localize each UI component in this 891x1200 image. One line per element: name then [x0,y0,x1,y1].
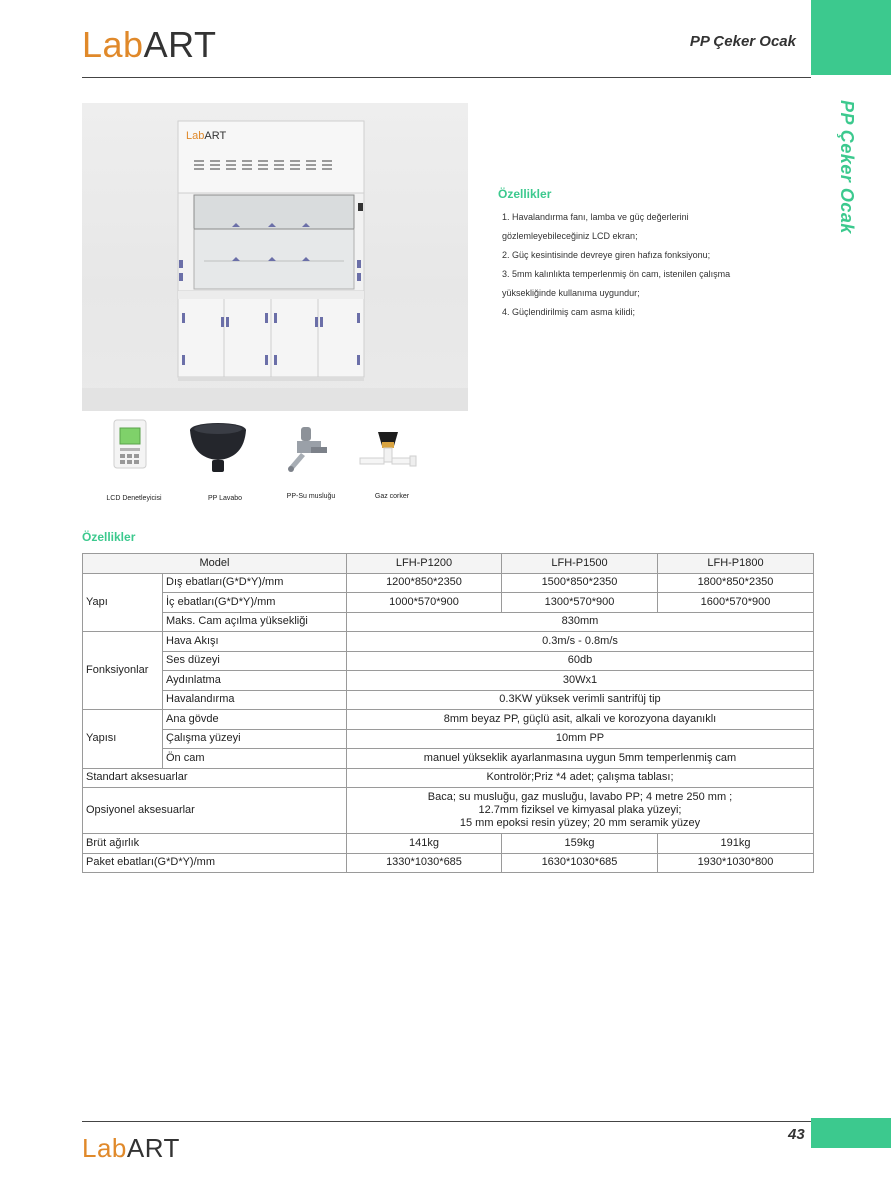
cell: 830mm [347,612,814,632]
footer-logo [82,1133,180,1164]
row-label: Brüt ağırlık [83,834,347,854]
cell [347,788,814,834]
cell: 0.3KW yüksek verimli santrifüj tip [347,690,814,710]
cell: 10mm PP [347,729,814,749]
table-header-row [83,554,814,574]
cell-line: Baca; su musluğu, gaz musluğu, lavabo PP; 4 metre 250 mm ; [427,791,733,803]
feature-line: 4. Güçlendirilmiş cam asma kilidi; [502,307,636,317]
sink-icon [188,420,278,480]
header-model-3: LFH-P1800 [658,554,814,574]
header-divider [82,77,811,78]
table-row [83,710,814,730]
cell: 0.3m/s - 0.8m/s [347,632,814,652]
feature-line: 1. Havalandırma fanı, lamba ve güç değerlerini [502,212,689,222]
fume-hood-illustration [82,103,468,411]
table-row [83,671,814,691]
header-model-2: LFH-P1500 [502,554,658,574]
corner-accent-top [811,0,891,75]
row-label: Dış ebatları(G*D*Y)/mm [163,573,347,593]
cell: 8mm beyaz PP, güçlü asit, alkali ve korozyona dayanıklı [347,710,814,730]
row-label: Ön cam [163,749,347,769]
logo-lab-text: Lab [82,1133,127,1163]
cell: 141kg [347,834,502,854]
row-label: Opsiyonel aksesuarlar [83,788,347,834]
cell: 191kg [658,834,814,854]
cell: Kontrolör;Priz *4 adet; çalışma tablası; [347,768,814,788]
row-label: Aydınlatma [163,671,347,691]
side-title: PP Çeker Ocak [837,100,857,234]
header-model-1: LFH-P1200 [347,554,502,574]
cell: manuel yükseklik ayarlanmasına uygun 5mm temperlenmiş cam [347,749,814,769]
row-label: Standart aksesuarlar [83,768,347,788]
row-label: Maks. Cam açılma yüksekliği [163,612,347,632]
accessory-label: PP-Su musluğu [286,493,336,500]
page-number: 43 [788,1126,805,1143]
table-row [83,612,814,632]
group-fonksiyonlar: Fonksiyonlar [83,632,163,710]
cell: 159kg [502,834,658,854]
row-label: Havalandırma [163,690,347,710]
cell: 1200*850*2350 [347,573,502,593]
table-row [83,573,814,593]
logo-lab-text: Lab [82,24,144,65]
table-row [83,749,814,769]
table-row [83,632,814,652]
cell: 1800*850*2350 [658,573,814,593]
brand-logo [82,24,216,66]
row-label: Hava Akışı [163,632,347,652]
header-model: Model [83,554,347,574]
cell: 1000*570*900 [347,593,502,613]
footer-divider [82,1121,811,1122]
cell: 1330*1030*685 [347,853,502,873]
cell: 1500*850*2350 [502,573,658,593]
corner-accent-bottom [811,1118,891,1148]
table-row [83,690,814,710]
gas-cock-icon [356,428,446,488]
table-row [83,853,814,873]
fume-hood-photo [82,103,468,411]
cell: 1600*570*900 [658,593,814,613]
accessory-label: Gaz corker [374,493,410,500]
feature-line: yüksekliğinde kullanıma uygundur; [502,288,640,298]
header-title: PP Çeker Ocak [689,33,796,50]
cell: 1630*1030*685 [502,853,658,873]
svg-text:LabART: LabART [186,130,227,142]
group-yapisi: Yapısı [83,710,163,769]
table-row [83,834,814,854]
spec-heading: Özellikler [82,530,136,544]
cell-line: 12.7mm fiziksel ve kimyasal plaka yüzeyi; [478,804,682,816]
spec-table [82,553,814,873]
row-label: Çalışma yüzeyi [163,729,347,749]
feature-line: 2. Güç kesintisinde devreye giren hafıza fonksiyonu; [502,250,711,260]
logo-art-text: ART [143,24,217,65]
cell: 60db [347,651,814,671]
features-block [498,187,798,322]
group-yapi: Yapı [83,573,163,632]
row-label: Ses düzeyi [163,651,347,671]
feature-line: gözlemleyebileceğiniz LCD ekran; [502,231,638,241]
row-label: Ana gövde [163,710,347,730]
cell: 30Wx1 [347,671,814,691]
table-row [83,593,814,613]
cell-line: 15 mm epoksi resin yüzey; 20 mm seramik yüzey [459,817,701,829]
table-row [83,651,814,671]
accessory-label: LCD Denetleyicisi [106,495,162,502]
logo-art-text: ART [126,1133,180,1163]
table-row [83,729,814,749]
row-label: Paket ebatları(G*D*Y)/mm [83,853,347,873]
row-label: İç ebatları(G*D*Y)/mm [163,593,347,613]
cell: 1930*1030*800 [658,853,814,873]
features-heading: Özellikler [498,187,552,201]
table-row [83,788,814,834]
table-row [83,768,814,788]
accessory-label: PP Lavabo [207,495,243,502]
feature-line: 3. 5mm kalınlıkta temperlenmiş ön cam, istenilen çalışma [502,269,731,279]
cell: 1300*570*900 [502,593,658,613]
